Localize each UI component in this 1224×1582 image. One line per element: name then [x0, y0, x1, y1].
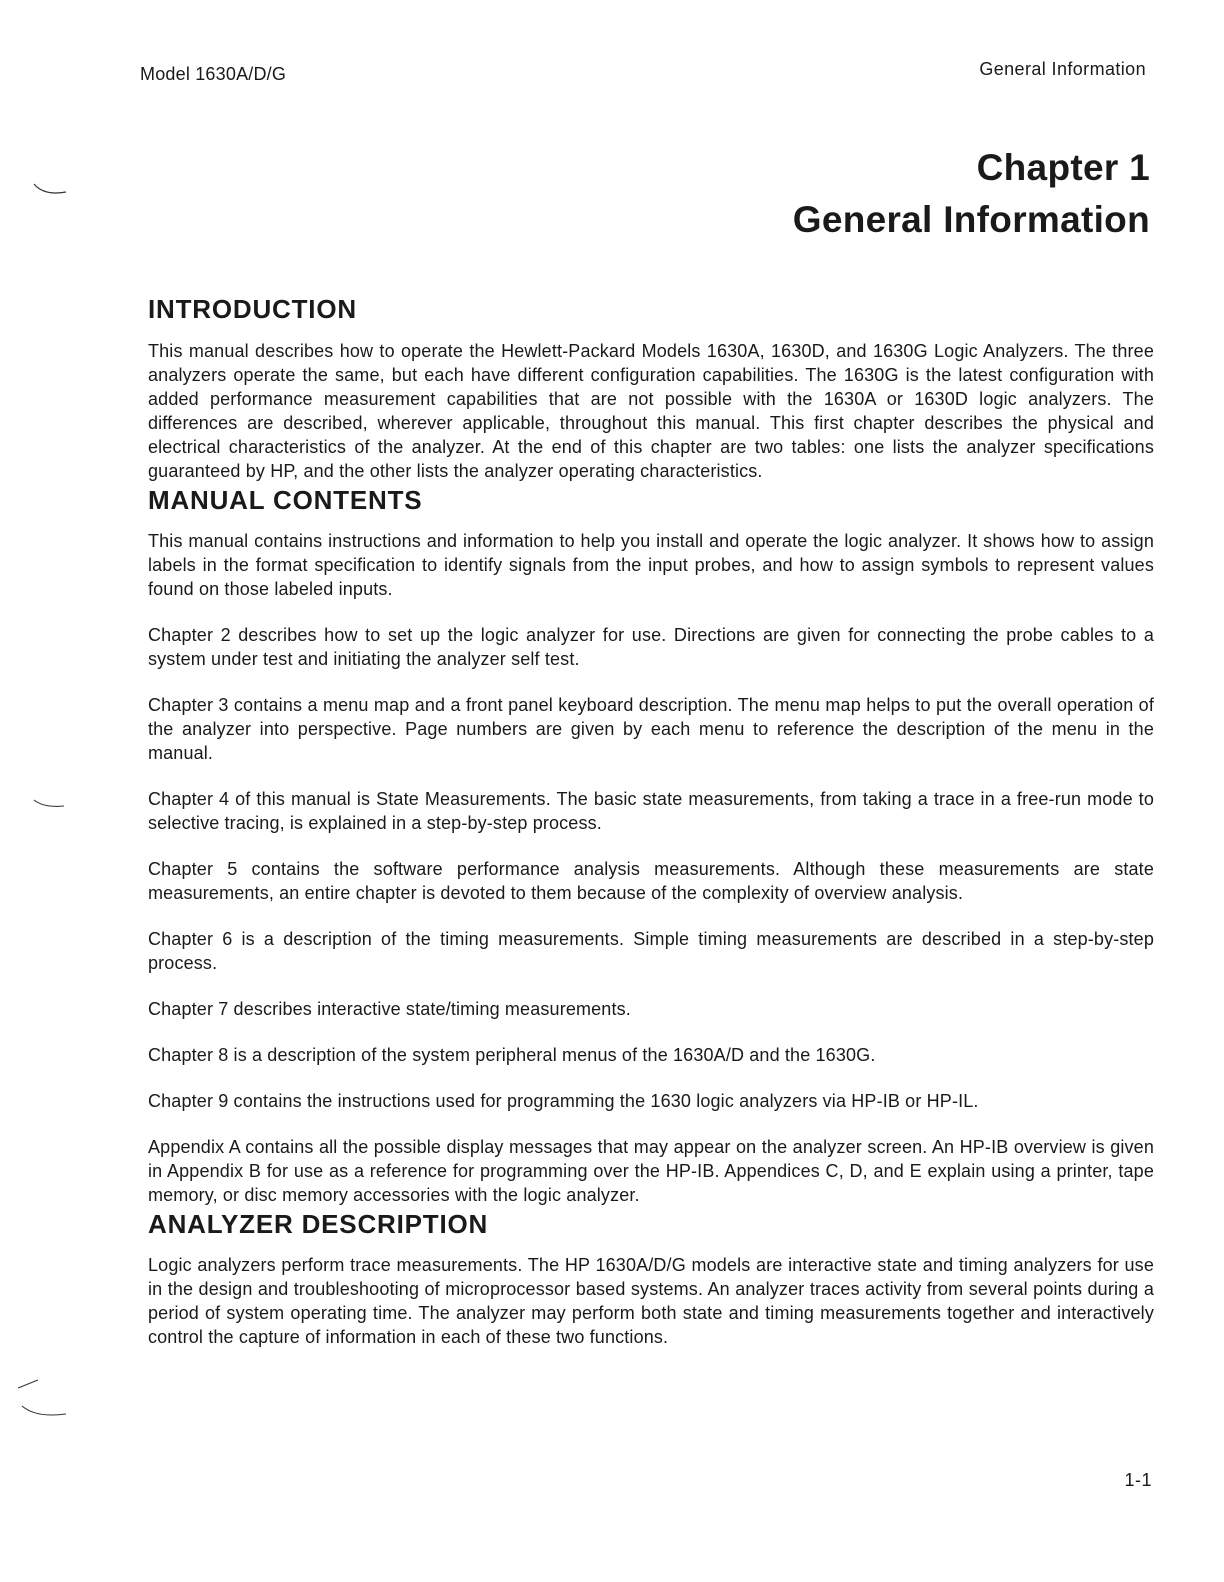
manual-contents-paragraph: Chapter 8 is a description of the system peripheral menus of the 1630A/D and the 1630G.: [148, 1045, 876, 1065]
section-heading-manual-contents: MANUAL CONTENTS: [148, 485, 423, 515]
running-header-section: General Information: [979, 59, 1146, 79]
page-number: 1-1: [1124, 1470, 1152, 1490]
analyzer-description-paragraph: Logic analyzers perform trace measurements. The HP 1630A/D/G models are interactive state and timing analyzers for use in the design and troubleshooting of microprocessor based systems. An analyzer traces activity from several points during a period of system operating time. The analyzer may perform both state and timing measurements together and interactively control the capture of information in each of these two functions.: [148, 1255, 1154, 1347]
scan-margin-mark: [8, 1372, 72, 1422]
manual-contents-paragraph: Chapter 7 describes interactive state/timing measurements.: [148, 999, 631, 1019]
section-heading-introduction: INTRODUCTION: [148, 294, 357, 324]
manual-contents-paragraph: Chapter 2 describes how to set up the logic analyzer for use. Directions are given for connecting the probe cables to a system under test and initiating the analyzer self test.: [148, 625, 1154, 669]
scan-margin-mark: [30, 796, 70, 812]
manual-contents-paragraph: Chapter 6 is a description of the timing measurements. Simple timing measurements are described in a step-by-step process.: [148, 929, 1154, 973]
chapter-number: Chapter 1: [976, 147, 1150, 188]
manual-contents-paragraph: This manual contains instructions and information to help you install and operate the logic analyzer. It shows how to assign labels in the format specification to identify signals from the input probes, and how to assign symbols to represent values found on those labeled inputs.: [148, 531, 1154, 599]
introduction-paragraph: This manual describes how to operate the Hewlett-Packard Models 1630A, 1630D, and 1630G Logic Analyzers. The three analyzers operate the same, but each have different configuration capabilities. The 1630G is the latest configuration with added performance measurement capabilities that are not possible with the 1630A or 1630D logic analyzers. The differences are described, wherever applicable, throughout this manual. This first chapter describes the physical and electrical characteristics of the analyzer. At the end of this chapter are two tables: one lists the analyzer specifications guaranteed by HP, and the other lists the analyzer operating characteristics.: [148, 341, 1154, 481]
manual-contents-paragraph: Chapter 9 contains the instructions used for programming the 1630 logic analyzers via HP-IB or HP-IL.: [148, 1091, 979, 1111]
manual-contents-paragraph: Chapter 3 contains a menu map and a front panel keyboard description. The menu map helps to put the overall operation of the analyzer into perspective. Page numbers are given by each menu to reference the description of the menu in the manual.: [148, 695, 1154, 763]
manual-contents-paragraph: Chapter 5 contains the software performance analysis measurements. Although these measurements are state measurements, an entire chapter is devoted to them because of the complexity of overview analysis.: [148, 859, 1154, 903]
manual-contents-paragraph: Chapter 4 of this manual is State Measurements. The basic state measurements, from taking a trace in a free-run mode to selective tracing, is explained in a step-by-step process.: [148, 789, 1154, 833]
main-content: [148, 292, 1154, 1349]
scan-margin-mark: [30, 180, 70, 200]
running-header-model: Model 1630A/D/G: [140, 64, 287, 84]
section-heading-analyzer-description: ANALYZER DESCRIPTION: [148, 1209, 489, 1239]
chapter-title: General Information: [792, 199, 1150, 240]
manual-contents-paragraph: Appendix A contains all the possible display messages that may appear on the analyzer screen. An HP-IB overview is given in Appendix B for use as a reference for programming over the HP-IB. Appendices C, D, and E explain using a printer, tape memory, or disc memory accessories with the logic analyzer.: [148, 1137, 1154, 1205]
chapter-heading: [793, 142, 1150, 246]
